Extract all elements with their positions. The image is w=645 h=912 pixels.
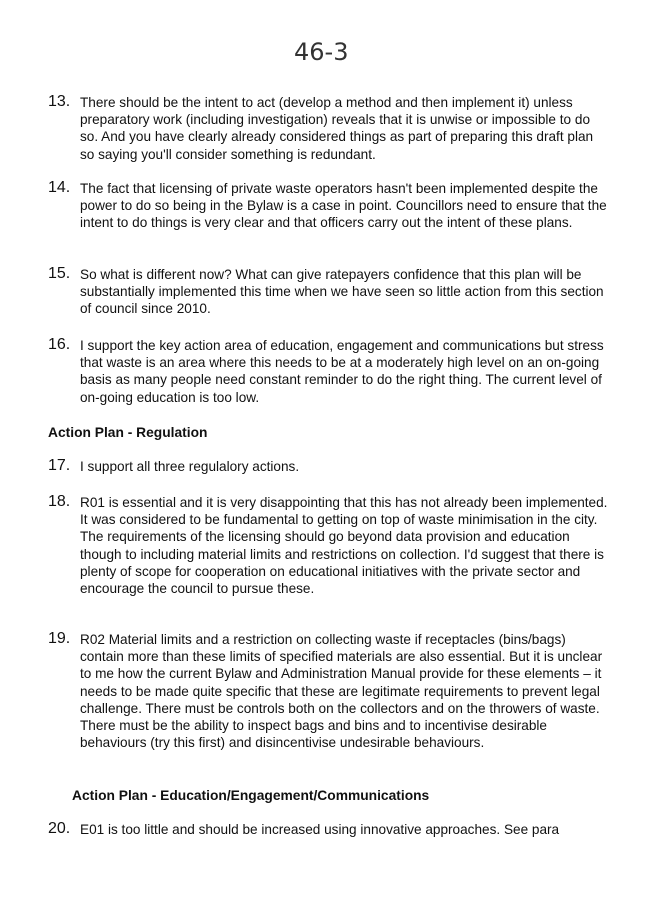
item-number: 14. — [48, 179, 71, 196]
heading-action-plan-regulation: Action Plan - Regulation — [48, 425, 208, 440]
item-text: R01 is essential and it is very disappointing that this has not already been implemented. It was considered to be fundamental to getting on top of waste minimisation in the city. The requirements of the licensing should go beyond data provision and education though to including material limits and restrictions on collection. I'd suggest that there is plenty of scope for cooperation on educational initiatives with the private sector and encourage the council to pursue these. — [80, 495, 608, 597]
item-text: There should be the intent to act (develop a method and then implement it) unless preparatory work (including investigation) reveals that it is unwise or impossible to do so. And you have clearly already considered things as part of preparing this draft plan so saying you'll consider something is redundant. — [80, 95, 594, 162]
item-number: 16. — [48, 336, 71, 353]
item-number: 18. — [48, 493, 71, 510]
heading-action-plan-education: Action Plan - Education/Engagement/Communications — [72, 788, 430, 803]
item-number: 13. — [48, 93, 71, 110]
list-item-15 — [48, 266, 608, 318]
item-number: 15. — [48, 265, 71, 282]
item-text: The fact that licensing of private waste operators hasn't been implemented despite the power to do so being in the Bylaw is a case in point. Councillors need to ensure that the intent to do things is very clear and that officers carry out the intent of these plans. — [80, 181, 607, 231]
item-number: 17. — [48, 457, 71, 474]
item-number: 19. — [48, 630, 71, 647]
list-item-17 — [48, 458, 608, 475]
item-text: I support the key action area of education, engagement and communications but stress that waste is an area where this needs to be at a moderately high level on an on-going basis as many people need constant reminder to do the right thing. The current level of on-going education is too low. — [80, 338, 604, 405]
handwritten-page-number-text: 46-3 — [294, 38, 349, 66]
item-text: R02 Material limits and a restriction on collecting waste if receptacles (bins/bags) contain more than these limits of specified materials are also essential. But it is unclear to me how the current Bylaw and Administration Manual provide for these elements – it needs to be made quite specific that these are legitimate requirements to prevent legal challenge. There must be controls both on the collectors and on the throwers of waste. There must be the ability to inspect bags and bins and to incentivise desirable behaviours (try this first) and disincentivise undesirable behaviours. — [80, 632, 603, 751]
item-number: 20. — [48, 820, 71, 837]
item-text: I support all three regulalory actions. — [80, 459, 300, 474]
item-text: E01 is too little and should be increased using innovative approaches. See para — [80, 822, 560, 837]
list-item-16 — [48, 337, 608, 406]
item-text: So what is different now? What can give ratepayers confidence that this plan will be substantially implemented this time when we have seen so little action from this section of council since 2010. — [80, 267, 604, 317]
list-item-19 — [48, 631, 608, 751]
list-item-20 — [48, 821, 608, 838]
list-item-18 — [48, 494, 608, 597]
list-item-13 — [48, 94, 608, 163]
handwritten-page-number — [290, 34, 370, 68]
list-item-14 — [48, 180, 608, 232]
